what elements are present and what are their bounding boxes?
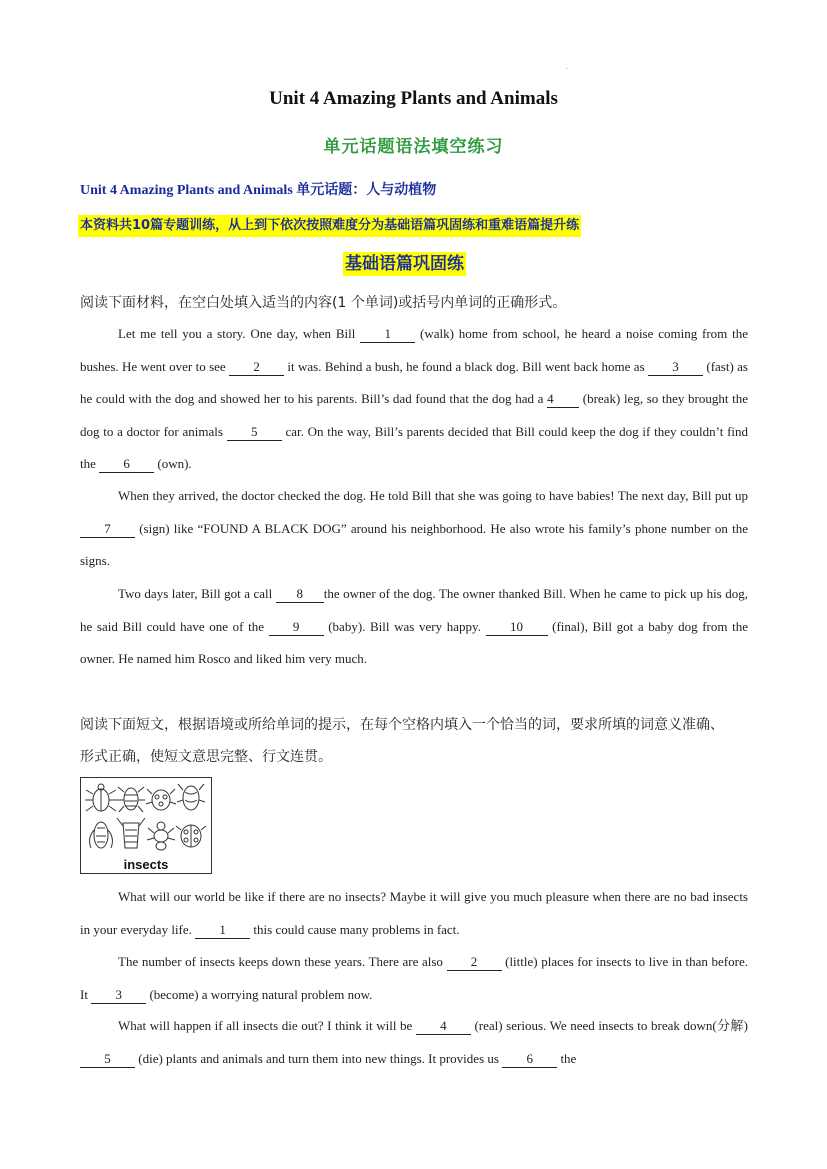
passage2-paragraph-3 (80, 1010, 748, 1075)
ant-drawing (147, 822, 175, 850)
blank-8[interactable]: 8 (276, 586, 324, 603)
blank-10[interactable]: 10 (486, 619, 548, 636)
passage1-paragraph-2 (80, 480, 748, 578)
blank-4[interactable]: 4 (547, 391, 579, 408)
text-segment: car. On the way, Bill’s parents decided that Bill could keep the dog if they couldn’t find the (80, 423, 749, 471)
text-segment: What will our world be like if there are no insects? Maybe it will give you much pleasure when there are no bad insects in your everyday life. (80, 889, 748, 937)
text-segment: (own). (154, 456, 192, 471)
text-segment: (real) serious. We need insects to break down(分解) (470, 1018, 748, 1033)
text-segment: (fast) as he could with the dog and showed her to his parents. Bill’s dad found that the dog had a (80, 358, 748, 406)
text-segment: (baby). Bill was very happy. (323, 618, 486, 634)
beetle-drawing-1 (85, 784, 117, 811)
p2-blank-6[interactable]: 6 (502, 1051, 557, 1068)
text-segment: the (557, 1050, 577, 1066)
text-segment: When they arrived, the doctor checked the dog. He told Bill that she was going to have babies! The next day, Bill put up (118, 488, 748, 503)
p2-blank-4[interactable]: 4 (416, 1018, 471, 1035)
p2-blank-5[interactable]: 5 (80, 1051, 135, 1068)
blank-5[interactable]: 5 (227, 424, 282, 441)
text-segment: (little) places for insects to live in than before. It (80, 954, 748, 1002)
text-segment: it was. Behind a bush, he found a black dog. Bill went back home as (284, 358, 648, 374)
insects-caption: insects (123, 857, 169, 872)
insects-picture (80, 777, 212, 874)
passage1-instruction: 阅读下面材料，在空白处填入适当的内容(1 个单词)或括号内单词的正确形式。 (80, 295, 567, 311)
beetle-drawing-2 (117, 787, 145, 812)
section-heading: 基础语篇巩固练 (345, 254, 464, 274)
passage2-paragraph-2 (80, 946, 748, 1011)
blank-6[interactable]: 6 (99, 456, 154, 473)
beetle-drawing-4 (177, 784, 205, 810)
beetle-drawing-3 (146, 789, 176, 810)
text-segment: the owner of the dog. The owner thanked Bill. When he came to pick up his dog, he said Bill could have one of the (80, 586, 748, 634)
cicada-drawing (90, 822, 113, 848)
grasshopper-drawing (117, 818, 145, 848)
unit-topic-line: Unit 4 Amazing Plants and Animals 单元话题：人与动植物 (80, 183, 437, 198)
blank-3[interactable]: 3 (648, 359, 703, 376)
text-segment: (die) plants and animals and turn them into new things. It provides us (135, 1050, 503, 1066)
passage1-paragraph-1 (80, 318, 748, 481)
text-segment: (break) leg, so they brought the dog to a doctor for animals (80, 391, 748, 439)
passage2-instruction-line-1: 阅读下面短文，根据语境或所给单词的提示，在每个空格内填入一个恰当的词，要求所填的词意义准确、 (80, 717, 724, 733)
text-segment: Two days later, Bill got a call (118, 586, 276, 601)
text-segment: (sign) like “FOUND A BLACK DOG” around his neighborhood. He also wrote his family’s phone number on the signs. (80, 520, 748, 568)
text-segment: this could cause many problems in fact. (250, 921, 460, 937)
blank-2[interactable]: 2 (229, 359, 284, 376)
document-subtitle: 单元话题语法填空练习 (323, 137, 504, 156)
p2-blank-1[interactable]: 1 (195, 922, 250, 939)
page-mark: . (566, 62, 568, 71)
blank-7[interactable]: 7 (80, 521, 135, 538)
blank-1[interactable]: 1 (360, 326, 415, 343)
document-title: Unit 4 Amazing Plants and Animals (269, 88, 558, 109)
passage2-paragraph-1 (80, 881, 748, 946)
passage2-instruction-line-2: 形式正确，使短文意思完整、行文连贯。 (80, 749, 332, 765)
text-segment: (final), Bill got a baby dog from the owner. He named him Rosco and liked him very much. (80, 618, 749, 666)
p2-blank-3[interactable]: 3 (91, 987, 146, 1004)
text-segment: What will happen if all insects die out? I think it will be (118, 1018, 416, 1033)
p2-blank-2[interactable]: 2 (447, 954, 502, 971)
blank-9[interactable]: 9 (269, 619, 324, 636)
text-segment: (walk) home from school, he heard a noise coming from the bushes. He went over to see (80, 326, 748, 374)
passage1-paragraph-3 (80, 578, 748, 676)
text-segment: The number of insects keeps down these years. There are also (118, 954, 447, 969)
ladybug-drawing (176, 825, 206, 847)
highlighted-note: 本资料共10篇专题训练，从上到下依次按照难度分为基础语篇巩固练和重难语篇提升练 (78, 215, 581, 237)
text-segment: (become) a worrying natural problem now. (146, 986, 373, 1002)
text-segment: Let me tell you a story. One day, when Bill (118, 326, 361, 341)
